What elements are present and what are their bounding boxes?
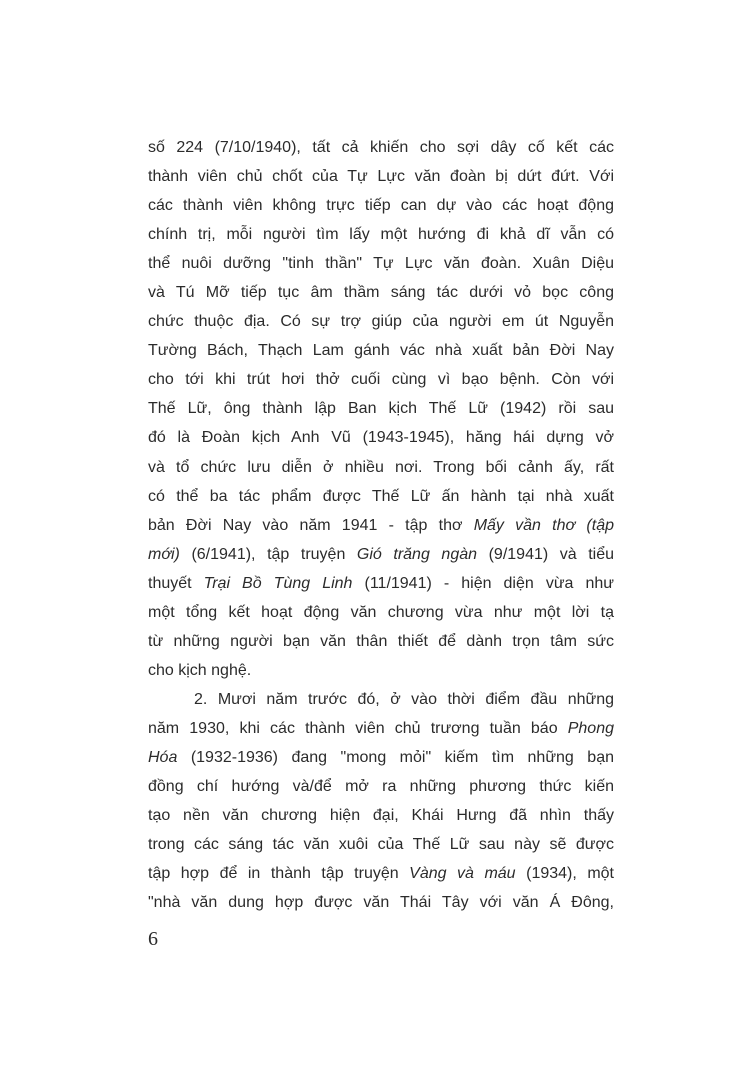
text-segment: thể nuôi dưỡng "tinh thần" Tự Lực văn đoàn. Xuân Diệu: [148, 255, 614, 273]
text-line: [148, 685, 614, 714]
text-line: [148, 423, 614, 452]
text-line: [148, 830, 614, 859]
text-line: [148, 772, 614, 801]
text-line: [148, 859, 614, 888]
text-line: [148, 394, 614, 423]
text-segment: "nhà văn dung hợp được văn Thái Tây với văn Á Đông,: [148, 894, 614, 912]
text-line: [148, 627, 614, 656]
text-segment: tạo nền văn chương hiện đại, Khái Hưng đã nhìn thấy: [148, 807, 614, 825]
text-line: [148, 598, 614, 627]
text-segment: số 224 (7/10/1940), tất cả khiến cho sợi dây cố kết các: [148, 139, 614, 156]
text-line: [148, 656, 614, 685]
text-line: [148, 743, 614, 772]
text-segment: bản Đời Nay vào năm 1941 - tập thơ: [148, 516, 474, 534]
text-segment: và tổ chức lưu diễn ở nhiều nơi. Trong bối cảnh ấy, rất: [148, 458, 614, 476]
text-segment: (11/1941) - hiện diện vừa như: [352, 574, 615, 592]
text-segment: năm 1930, khi các thành viên chủ trương tuần báo: [148, 719, 568, 737]
text-line: [148, 191, 614, 220]
text-line: [148, 453, 614, 482]
text-segment: và Tú Mỡ tiếp tục âm thầm sáng tác dưới vỏ bọc công: [148, 284, 614, 302]
text-line: [148, 220, 614, 249]
text-segment: cho tới khi trút hơi thở cuối cùng vì bạo bệnh. Còn với: [148, 371, 614, 389]
italic-title: Mấy vần thơ (tập: [473, 516, 614, 534]
text-segment: (9/1941) và tiểu: [477, 545, 615, 563]
italic-title: Hóa: [148, 748, 178, 766]
text-line: [148, 511, 614, 540]
italic-title: Trại Bồ Tùng Linh: [203, 574, 353, 592]
text-line: [148, 278, 614, 307]
text-segment: các thành viên không trực tiếp can dự vào các hoạt động: [148, 197, 614, 215]
text-line: [148, 133, 614, 162]
text-segment: cho kịch nghệ.: [148, 661, 252, 679]
text-segment: chính trị, mỗi người tìm lấy một hướng đi khả dĩ vẫn có: [148, 226, 614, 244]
body-text: [148, 133, 614, 917]
italic-title: Phong: [567, 719, 614, 737]
text-segment: chức thuộc địa. Có sự trợ giúp của người em út Nguyễn: [148, 313, 614, 331]
text-line: [148, 888, 614, 917]
text-segment: Tường Bách, Thạch Lam gánh vác nhà xuất bản Đời Nay: [148, 342, 614, 360]
text-segment: thuyết: [148, 574, 204, 592]
text-segment: thành viên chủ chốt của Tự Lực văn đoàn bị dứt đứt. Với: [148, 168, 614, 186]
text-segment: (1932-1936) đang "mong mỏi" kiếm tìm những bạn: [177, 748, 614, 766]
text-segment: (6/1941), tập truyện: [179, 545, 357, 563]
text-segment: từ những người bạn văn thân thiết để dành trọn tâm sức: [148, 632, 614, 650]
text-line: [148, 714, 614, 743]
italic-title: Gió trăng ngàn: [356, 545, 478, 563]
text-segment: (1934), một: [515, 865, 614, 883]
text-segment: tập hợp để in thành tập truyện: [148, 865, 410, 883]
text-line: [148, 365, 614, 394]
text-segment: trong các sáng tác văn xuôi của Thế Lữ sau này sẽ được: [148, 836, 614, 854]
text-line: [148, 540, 614, 569]
text-line: [148, 336, 614, 365]
text-segment: đó là Đoàn kịch Anh Vũ (1943-1945), hăng hái dựng vở: [148, 429, 614, 447]
text-line: [148, 162, 614, 191]
italic-title: mới): [148, 545, 180, 563]
text-segment: 2. Mươi năm trước đó, ở vào thời điểm đầu những: [194, 690, 614, 708]
page-number: 6: [148, 928, 158, 950]
italic-title: Vàng và máu: [409, 865, 516, 883]
text-segment: Thế Lữ, ông thành lập Ban kịch Thế Lữ (1942) rồi sau: [148, 400, 614, 418]
text-segment: một tổng kết hoạt động văn chương vừa như một lời tạ: [148, 603, 614, 621]
text-line: [148, 307, 614, 336]
text-line: [148, 249, 614, 278]
text-line: [148, 801, 614, 830]
text-segment: có thể ba tác phẩm được Thế Lữ ấn hành tại nhà xuất: [148, 487, 614, 505]
text-line: [148, 569, 614, 598]
text-line: [148, 482, 614, 511]
text-segment: đồng chí hướng và/để mở ra những phương thức kiến: [148, 778, 614, 796]
